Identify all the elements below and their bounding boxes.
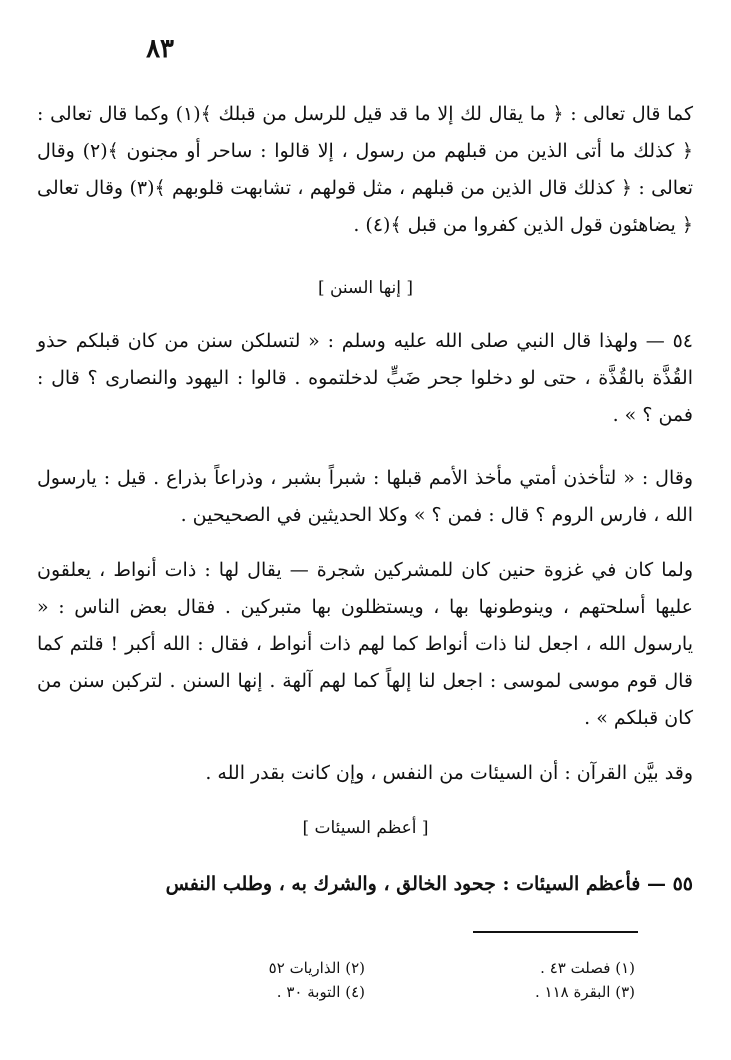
paragraph-hadith-nations: وقال : « لتأخذن أمتي مأخذ الأمم قبلها : شبراً بشبر ، وذراعاً بذراع . قيل : يارسول الله ، فارس الروم ؟ قال : فمن ؟ » وكلا الحديثين في الصحيحين .	[37, 467, 693, 526]
paragraph-dhat-anwat: ولما كان في غزوة حنين كان للمشركين شجرة — يقال لها : ذات أنواط ، يعلقون عليها أسلحتهم ، وينوطونها بها ، ويستظلون بها متبركين . فقال بعض الناس : « يارسول الله ، اجعل لنا ذات أنواط كما لهم ذات أنواط ، فقال : الله أكبر ! قلتم كما قال قوم موسى لموسى : اجعل لنا إلهاً كما لهم آلهة . إنها السنن . لتركبن سنن من كان قبلكم » .	[37, 559, 693, 729]
footnote-3: (٣) البقرة ١١٨ .	[534, 983, 635, 1001]
paragraph-quran-verses: كما قال تعالى : ﴿ ما يقال لك إلا ما قد قيل للرسل من قبلك ﴾(١) وكما قال تعالى : ﴿ كذلك ما أتى الذين من قبلهم من رسول ، إلا قالوا : ساحر أو مجنون ﴾(٢) وقال تعالى : ﴿ كذلك قال الذين من قبلهم ، مثل قولهم ، تشابهت قلوبهم ﴾(٣) وقال تعالى ﴿ يضاهئون قول الذين كفروا من قبل ﴾(٤) .	[37, 103, 694, 236]
paragraph-55: ٥٥ — فأعظم السيئات : جحود الخالق ، والشرك به ، وطلب النفس	[165, 873, 693, 895]
paragraph-hadith-54: ٥٤ — ولهذا قال النبي صلى الله عليه وسلم : « لتسلكن سنن من كان قبلكم حذو القُذَّة بالقُذَّة ، حتى لو دخلوا جحر ضَبٍّ لدخلتموه . قالوا : اليهود والنصارى ؟ قال : فمن ؟ » .	[37, 330, 693, 426]
section-heading-greatest-evils: [ أعظم السيئات ]	[302, 818, 429, 838]
footnote-2: (٢) الذاريات ٥٢	[268, 959, 365, 977]
footnote-row	[175, 980, 635, 1004]
section-heading-sunan: [ إنها السنن ]	[317, 278, 414, 298]
footnote-1: (١) فصلت ٤٣ .	[540, 959, 635, 977]
footnote-divider	[473, 931, 638, 933]
footnote-row	[175, 956, 635, 980]
footnote-4: (٤) التوبة ٣٠ .	[276, 983, 365, 1001]
footnotes	[175, 956, 635, 1004]
page-number: ٨٣	[146, 34, 174, 64]
paragraph-evils-from-self: وقد بيَّن القرآن : أن السيئات من النفس ، وإن كانت بقدر الله .	[205, 762, 693, 784]
